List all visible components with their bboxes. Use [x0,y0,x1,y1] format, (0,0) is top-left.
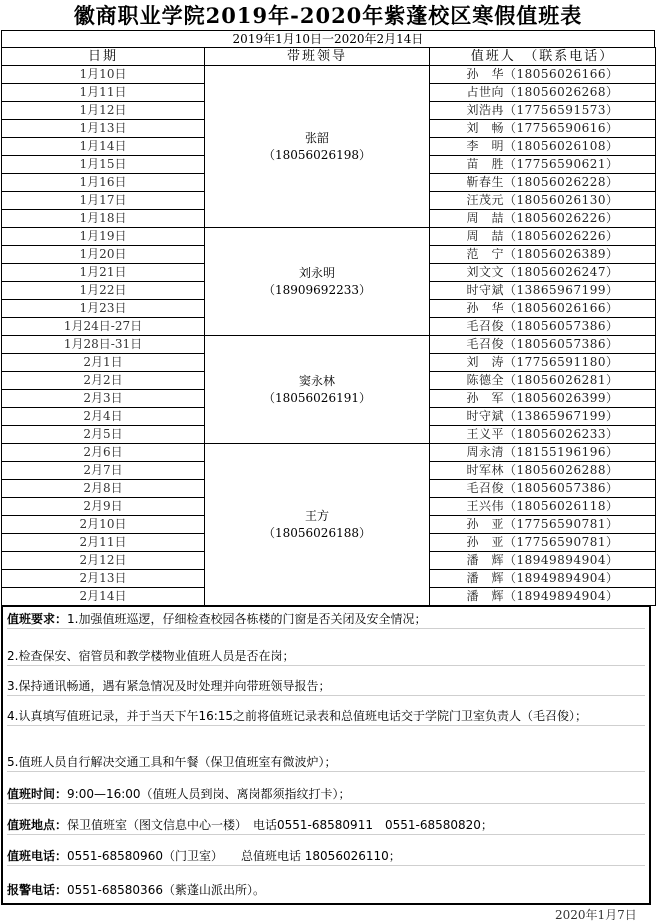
note-requirement-2: 2.检查保安、宿管员和教学楼物业值班人员是否在岗； [7,648,645,666]
duty-date: 2月9日 [2,498,205,516]
duty-date: 2月13日 [2,570,205,588]
leader-phone: （18056026191） [263,390,371,405]
header-date: 日期 [2,48,205,66]
leader-cell [205,444,430,606]
duty-date: 1月15日 [2,156,205,174]
duty-person: 陈德全（18056026281） [430,372,656,390]
duty-person: 时军林（18056026288） [430,462,656,480]
note-requirement-4: 4.认真填写值班记录，并于当天下午16:15之前将值班记录表和总值班电话交于学院门卫室负责人（毛召俊）； [7,708,645,726]
requirement-label: 值班要求： [7,612,68,626]
duty-person: 李 明（18056026108） [430,138,656,156]
duty-date: 2月4日 [2,408,205,426]
duty-person: 毛召俊（18056057386） [430,480,656,498]
page-title: 徽商职业学院2019年-2020年紫蓬校区寒假值班表 [73,3,583,28]
duty-date: 2月6日 [2,444,205,462]
duty-date: 2月8日 [2,480,205,498]
duty-person: 孙 华（18056026166） [430,66,656,84]
duty-person: 周 喆（18056026226） [430,228,656,246]
note-requirement-5: 5.值班人员自行解决交通工具和午餐（保卫值班室有微波炉）； [7,754,645,772]
table-row [2,444,656,462]
leader-name: 张韶 [304,130,329,145]
duty-date: 1月14日 [2,138,205,156]
duty-date: 2月1日 [2,354,205,372]
duty-date: 2月7日 [2,462,205,480]
duty-person: 范 宁（18056026389） [430,246,656,264]
duty-date: 1月23日 [2,300,205,318]
leader-name: 王方 [304,508,329,523]
duty-person: 刘文文（18056026247） [430,264,656,282]
leader-phone: （18909692233） [263,282,371,297]
table-row [2,336,656,354]
duty-person: 时守斌（13865967199） [430,408,656,426]
duty-person: 孙 亚（17756590781） [430,534,656,552]
duty-date: 1月18日 [2,210,205,228]
leader-cell [205,336,430,444]
duty-date: 2月2日 [2,372,205,390]
leader-phone: （18056026198） [263,147,371,162]
header-duty: 值班人 （联系电话） [430,48,656,66]
duty-date: 1月21日 [2,264,205,282]
duty-date: 1月16日 [2,174,205,192]
duty-date: 1月17日 [2,192,205,210]
duty-person: 苗 胜（17756590621） [430,156,656,174]
table-row [2,66,656,84]
duty-date: 1月12日 [2,102,205,120]
note-duty-time: 值班时间：9:00—16:00（值班人员到岗、离岗都须指纹打卡）； [7,786,645,804]
leader-name: 窦永林 [298,373,335,388]
duty-date: 2月5日 [2,426,205,444]
duty-person: 潘 辉（18949894904） [430,588,656,606]
header-leader: 带班领导 [205,48,430,66]
duty-date: 2月3日 [2,390,205,408]
duty-table-body [2,66,656,606]
duty-date: 1月22日 [2,282,205,300]
duty-person: 汪茂元（18056026130） [430,192,656,210]
duty-person: 毛召俊（18056057386） [430,336,656,354]
duty-person: 毛召俊（18056057386） [430,318,656,336]
duty-date: 1月28日-31日 [2,336,205,354]
note-alarm-phone: 报警电话：0551-68580366（紫蓬山派出所）。 [7,883,265,897]
duty-person: 潘 辉（18949894904） [430,570,656,588]
note-duty-place: 值班地点：保卫值班室（图文信息中心一楼） 电话0551-68580911 0551-68580820； [7,817,645,835]
duty-person: 时守斌（13865967199） [430,282,656,300]
duty-person: 刘 涛（17756591180） [430,354,656,372]
footer-date: 2020年1月7日 [555,908,637,922]
table-header-row [2,48,656,66]
duty-date: 2月11日 [2,534,205,552]
leader-phone: （18056026188） [263,525,371,540]
duty-person: 周永清（18155196196） [430,444,656,462]
duty-date: 1月13日 [2,120,205,138]
duty-table [1,47,656,606]
duty-date: 1月24日-27日 [2,318,205,336]
duty-date: 1月10日 [2,66,205,84]
duty-date: 1月20日 [2,246,205,264]
note-requirement-1: 值班要求：1.加强值班巡逻，仔细检查校园各栋楼的门窗是否关闭及安全情况； [7,611,645,629]
note-duty-phone: 值班电话：0551-68580960（门卫室） 总值班电话 18056026110； [7,848,645,866]
duty-date: 1月19日 [2,228,205,246]
duty-person: 靳春生（18056026228） [430,174,656,192]
duty-person: 周 喆（18056026226） [430,210,656,228]
leader-name: 刘永明 [298,265,335,280]
duty-person: 占世向（18056026268） [430,84,656,102]
duty-person: 刘浩冉（17756591573） [430,102,656,120]
duty-date: 1月11日 [2,84,205,102]
duty-person: 孙 军（18056026399） [430,390,656,408]
duty-person: 孙 亚（17756590781） [430,516,656,534]
date-range: 2019年1月10日一2020年2月14日 [1,30,655,47]
duty-notes [1,605,651,905]
note-requirement-3: 3.保持通讯畅通，遇有紧急情况及时处理并向带班领导报告； [7,678,645,696]
duty-person: 刘 畅（17756590616） [430,120,656,138]
duty-date: 2月14日 [2,588,205,606]
leader-cell [205,66,430,228]
leader-cell [205,228,430,336]
duty-date: 2月10日 [2,516,205,534]
duty-person: 王义平（18056026233） [430,426,656,444]
duty-person: 王兴伟（18056026118） [430,498,656,516]
table-row [2,228,656,246]
duty-person: 潘 辉（18949894904） [430,552,656,570]
duty-date: 2月12日 [2,552,205,570]
duty-person: 孙 华（18056026166） [430,300,656,318]
